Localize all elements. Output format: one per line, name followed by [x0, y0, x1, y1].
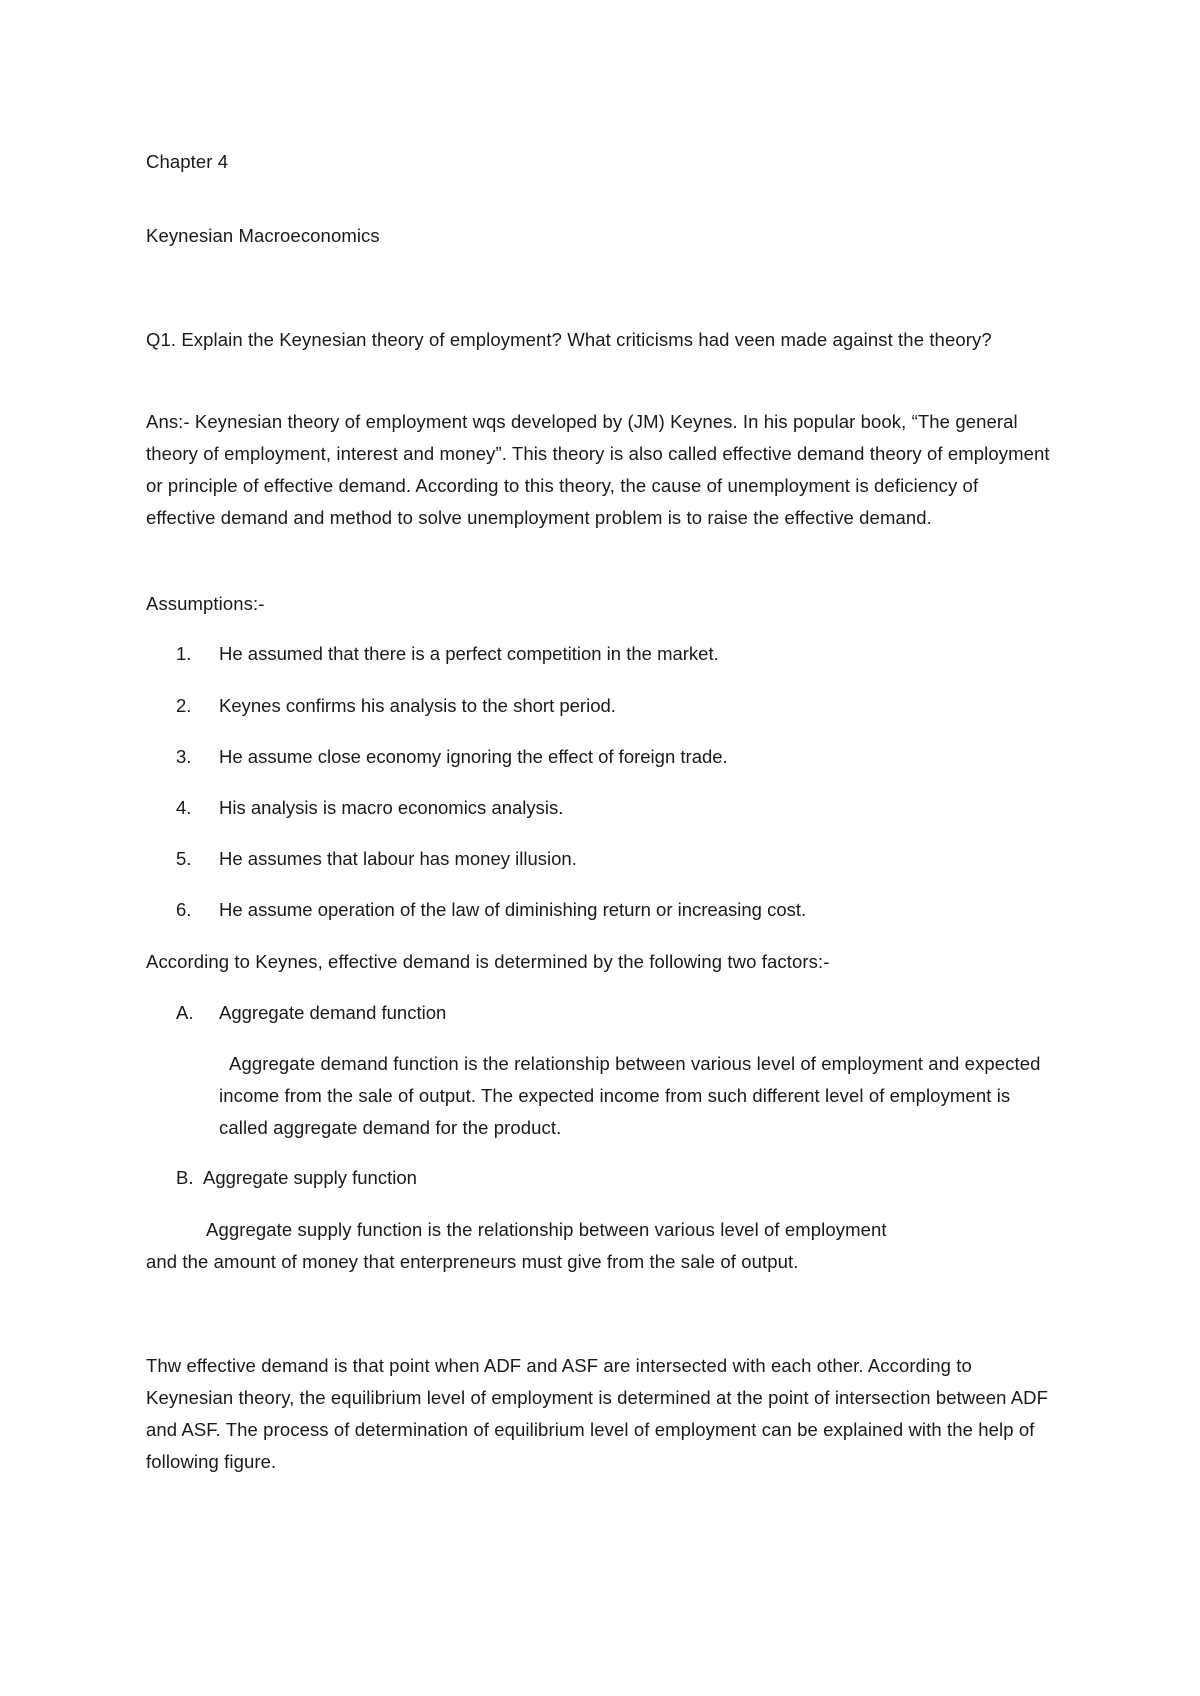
- list-item: Keynes confirms his analysis to the short period.: [219, 695, 616, 716]
- factor-a-label: A.: [176, 1002, 194, 1023]
- answer-paragraph: Ans:- Keynesian theory of employment wqs developed by (JM) Keynes. In his popular book, “The general theory of employment, interest and money”. This theory is also called effective demand theory of employment or principle of effective demand. According to this theory, the cause of unemployment is deficiency of effective demand and method to solve unemployment problem is to raise the effective demand.: [146, 411, 1050, 528]
- factor-b-label: B.: [176, 1167, 194, 1188]
- list-item-number: 6.: [176, 899, 192, 920]
- list-item: He assumes that labour has money illusion.: [219, 848, 577, 869]
- list-item: He assumed that there is a perfect competition in the market.: [219, 643, 719, 664]
- list-item: His analysis is macro economics analysis.: [219, 797, 564, 818]
- factor-b-description-line1: Aggregate supply function is the relationship between various level of employment: [206, 1219, 887, 1240]
- assumptions-heading: Assumptions:-: [146, 593, 265, 614]
- question-text: Q1. Explain the Keynesian theory of employment? What criticisms had veen made against the theory?: [146, 329, 992, 350]
- factor-a-description: Aggregate demand function is the relationship between various level of employment and expected income from the sale of output. The expected income from such different level of employment is called aggregate demand for the product.: [219, 1053, 1041, 1138]
- factor-b-title: Aggregate supply function: [203, 1167, 417, 1188]
- factor-b-description-line2: and the amount of money that enterpreneurs must give from the sale of output.: [146, 1251, 799, 1272]
- factors-intro: According to Keynes, effective demand is determined by the following two factors:-: [146, 951, 830, 972]
- conclusion-paragraph: Thw effective demand is that point when ADF and ASF are intersected with each other. According to Keynesian theory, the equilibrium level of employment is determined at the point of intersection between ADF and ASF. The process of determination of equilibrium level of employment can be explained with the help of following figure.: [146, 1355, 1049, 1472]
- list-item-number: 1.: [176, 643, 192, 664]
- factor-a-title: Aggregate demand function: [219, 1002, 447, 1023]
- chapter-title: Keynesian Macroeconomics: [146, 225, 380, 246]
- list-item-number: 3.: [176, 746, 192, 767]
- list-item: He assume operation of the law of diminishing return or increasing cost.: [219, 899, 807, 920]
- list-item-number: 4.: [176, 797, 192, 818]
- list-item-number: 5.: [176, 848, 192, 869]
- list-item-number: 2.: [176, 695, 192, 716]
- list-item: He assume close economy ignoring the effect of foreign trade.: [219, 746, 728, 767]
- chapter-label: Chapter 4: [146, 151, 229, 172]
